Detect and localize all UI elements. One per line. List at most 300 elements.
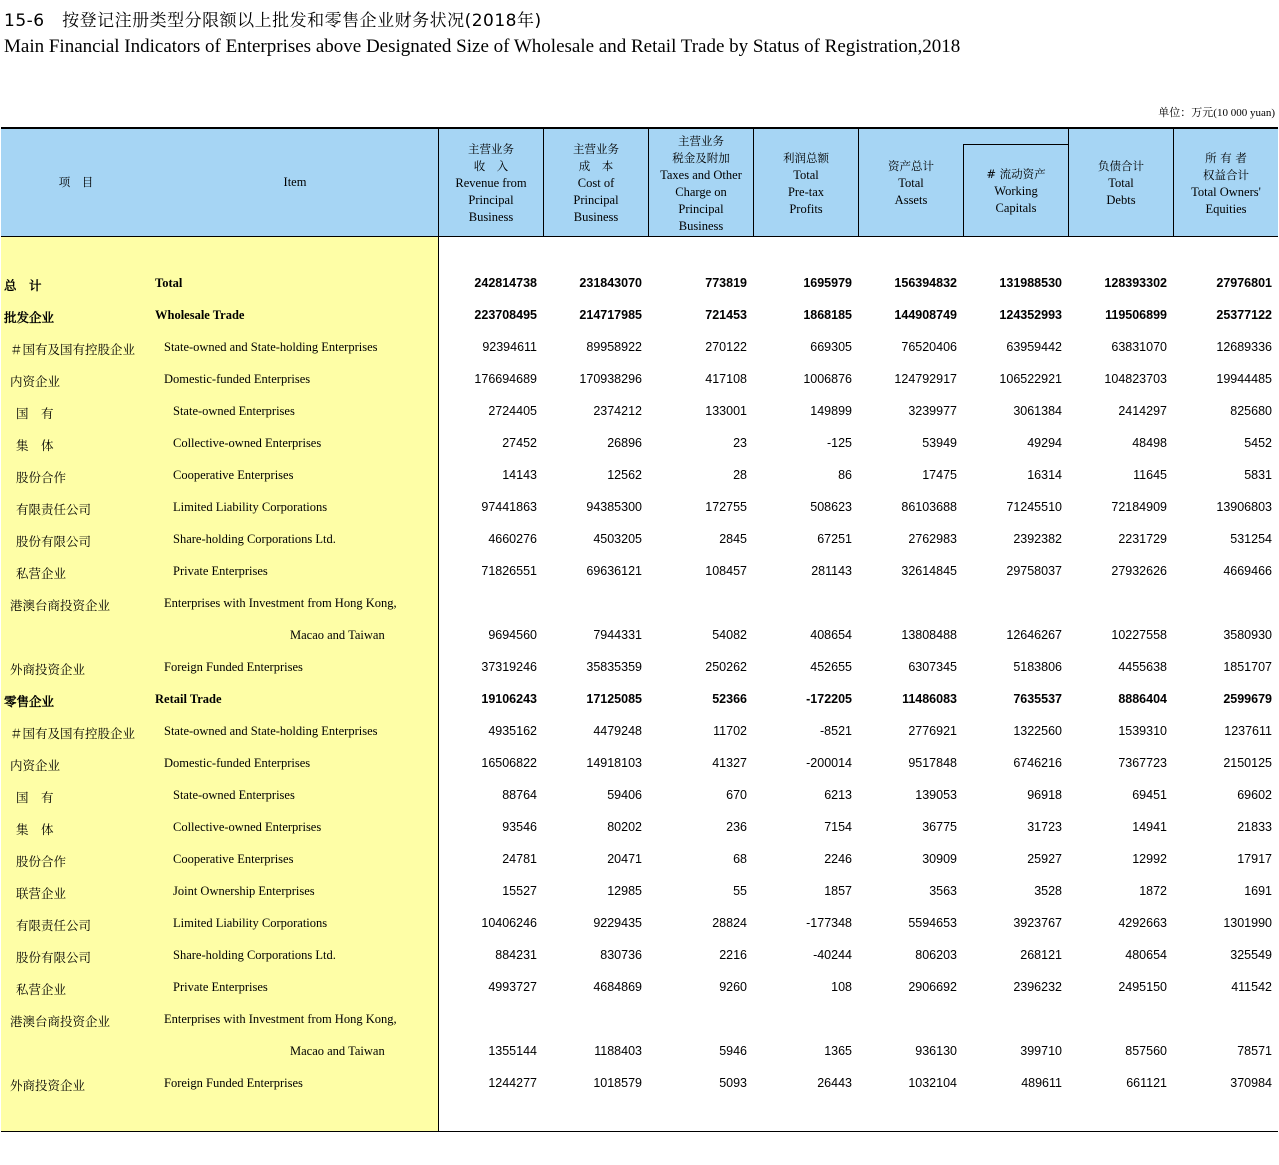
cell-value: 1355144	[488, 1044, 537, 1058]
cell-value: 223708495	[474, 308, 537, 322]
cell-value: 5946	[719, 1044, 747, 1058]
row-label-cn: 联营企业	[16, 886, 67, 901]
row-label-cn: 内资企业	[10, 374, 61, 389]
row-label-cn: ＃国有及国有控股企业	[10, 726, 136, 741]
row-label-cn: 私营企业	[16, 566, 67, 581]
row-label-en: State-owned and State-holding Enterprises	[164, 340, 378, 354]
header-label-en: Business	[573, 210, 619, 224]
page-title-chinese: 15-6 按登记注册类型分限额以上批发和零售企业财务状况(2018年)	[4, 11, 542, 31]
cell-value: 5452	[1244, 436, 1272, 450]
cell-value: 14918103	[586, 756, 642, 770]
header-label-en: Charge on	[675, 184, 727, 199]
cell-value: 399710	[1020, 1044, 1062, 1058]
cell-value: 3923767	[1013, 916, 1062, 930]
row-label-cn: 国 有	[16, 790, 54, 805]
cell-value: 5183806	[1013, 660, 1062, 674]
cell-value: 71826551	[481, 564, 537, 578]
cell-value: 28824	[712, 916, 747, 930]
cell-value: 9229435	[593, 916, 642, 930]
cell-value: 53949	[922, 436, 957, 450]
row-label-en: Share-holding Corporations Ltd.	[173, 532, 336, 546]
cell-value: 2414297	[1118, 404, 1167, 418]
header-column-divider	[648, 129, 649, 236]
cell-value: 106522921	[999, 372, 1062, 386]
header-column-5	[859, 158, 963, 209]
cell-value: 124792917	[894, 372, 957, 386]
cell-value: 4993727	[488, 980, 537, 994]
header-label-cn: 资产总计	[888, 159, 934, 173]
header-label-cn: 收 入	[473, 159, 509, 173]
cell-value: 884231	[495, 948, 537, 962]
table-row	[0, 428, 1279, 460]
cell-value: 23	[733, 436, 747, 450]
row-label-en: Joint Ownership Enterprises	[173, 884, 315, 898]
cell-value: 19944485	[1216, 372, 1272, 386]
cell-value: 5093	[719, 1076, 747, 1090]
cell-value: 7154	[824, 820, 852, 834]
cell-value: -177348	[806, 916, 852, 930]
cell-value: 149899	[810, 404, 852, 418]
header-label-en: Business	[468, 210, 514, 224]
header-label-en: Capitals	[995, 201, 1037, 215]
header-bottom-rule	[1, 236, 1278, 237]
cell-value: 4292663	[1118, 916, 1167, 930]
cell-value: 69636121	[586, 564, 642, 578]
row-label-cn: 总 计	[4, 278, 42, 293]
header-label-en: Taxes and Other	[660, 167, 742, 182]
cell-value: 3528	[1034, 884, 1062, 898]
cell-value: 281143	[811, 564, 852, 578]
cell-value: 63959442	[1006, 340, 1062, 354]
cell-value: 1691	[1244, 884, 1272, 898]
header-label-en: Total Owners'	[1191, 184, 1261, 199]
cell-value: 411542	[1231, 980, 1272, 994]
header-column-1	[439, 141, 543, 226]
cell-value: 24781	[502, 852, 537, 866]
header-label-en: Business	[678, 218, 724, 233]
unit-note-cn: 单位：万元	[1158, 106, 1214, 119]
cell-value: 124352993	[999, 308, 1062, 322]
row-label-en: Cooperative Enterprises	[173, 852, 294, 866]
cell-value: 480654	[1125, 948, 1167, 962]
cell-value: 29758037	[1006, 564, 1062, 578]
cell-value: 108457	[705, 564, 747, 578]
cell-value: 16314	[1027, 468, 1062, 482]
cell-value: 3580930	[1223, 628, 1272, 642]
cell-value: 20471	[607, 852, 642, 866]
cell-value: 68	[733, 852, 747, 866]
table-row	[0, 1068, 1279, 1100]
row-label-en: Collective-owned Enterprises	[173, 820, 322, 834]
header-label-cn: 税金及附加	[672, 150, 730, 165]
cell-value: 6746216	[1013, 756, 1062, 770]
table-row	[0, 780, 1279, 812]
row-label-cn: 有限责任公司	[16, 502, 92, 517]
cell-value: 1695979	[803, 276, 852, 290]
cell-value: 661121	[1126, 1076, 1167, 1090]
cell-value: 25927	[1027, 852, 1062, 866]
header-label-en: Equities	[1205, 201, 1247, 216]
header-label-cn: # 流动资产	[986, 167, 1046, 181]
header-label-en: Principal	[573, 193, 619, 207]
row-label-en: Retail Trade	[155, 692, 222, 706]
cell-value: 9694560	[488, 628, 537, 642]
cell-value: 14941	[1132, 820, 1167, 834]
cell-value: 2724405	[488, 404, 537, 418]
cell-value: 1237611	[1224, 724, 1272, 738]
unit-note	[1158, 104, 1275, 120]
row-label-en: Macao and Taiwan	[290, 1044, 385, 1058]
cell-value: 268121	[1020, 948, 1062, 962]
table-row	[0, 1036, 1279, 1068]
table-row	[0, 972, 1279, 1004]
header-column-8	[1174, 150, 1278, 218]
cell-value: 3563	[929, 884, 957, 898]
table-row	[0, 620, 1279, 652]
cell-value: 52366	[712, 692, 747, 706]
cell-value: 11645	[1133, 468, 1167, 482]
header-label-cn: 所 有 者	[1205, 150, 1247, 165]
header-column-7	[1069, 158, 1173, 209]
cell-value: -200014	[806, 756, 852, 770]
cell-value: 13906803	[1216, 500, 1272, 514]
cell-value: 119506899	[1105, 308, 1167, 322]
cell-value: 108	[831, 980, 852, 994]
row-label-en: Enterprises with Investment from Hong Kong,	[164, 596, 397, 610]
cell-value: 2495150	[1118, 980, 1167, 994]
header-label-cn: 主营业务	[468, 142, 514, 156]
cell-value: 1868185	[803, 308, 852, 322]
header-label-cn: 权益合计	[1203, 167, 1249, 182]
cell-value: 7635537	[1013, 692, 1062, 706]
cell-value: 59406	[607, 788, 642, 802]
cell-value: 104823703	[1104, 372, 1167, 386]
cell-value: 94385300	[586, 500, 642, 514]
row-label-en: Limited Liability Corporations	[173, 916, 328, 930]
table-row	[0, 812, 1279, 844]
cell-value: 4935162	[488, 724, 537, 738]
row-label-en: Total	[155, 276, 183, 290]
row-label-en: State-owned Enterprises	[173, 788, 295, 802]
cell-value: 2150125	[1223, 756, 1272, 770]
cell-value: 214717985	[579, 308, 642, 322]
cell-value: 11486083	[902, 692, 957, 706]
header-column-2	[544, 141, 648, 226]
row-label-cn: 外商投资企业	[10, 662, 86, 677]
row-label-en: Macao and Taiwan	[290, 628, 385, 642]
cell-value: 236	[726, 820, 747, 834]
cell-value: 408654	[810, 628, 852, 642]
cell-value: 2231729	[1118, 532, 1167, 546]
cell-value: 2762983	[908, 532, 957, 546]
table-row	[0, 844, 1279, 876]
cell-value: 6213	[824, 788, 852, 802]
header-label-cn: 成 本	[578, 159, 614, 173]
table-row	[0, 1004, 1279, 1036]
cell-value: 172755	[705, 500, 747, 514]
row-label-cn: 零售企业	[4, 694, 55, 709]
cell-value: -125	[826, 436, 852, 450]
table-row	[0, 268, 1279, 300]
cell-value: 131988530	[999, 276, 1062, 290]
header-column-3	[649, 133, 753, 235]
cell-value: 2392382	[1013, 532, 1062, 546]
cell-value: 1322560	[1013, 724, 1062, 738]
row-label-en: Private Enterprises	[173, 980, 268, 994]
cell-value: 21833	[1237, 820, 1272, 834]
row-label-cn: 港澳台商投资企业	[10, 1014, 111, 1029]
cell-value: 9260	[719, 980, 747, 994]
row-label-en: Cooperative Enterprises	[173, 468, 294, 482]
cell-value: 1851707	[1223, 660, 1272, 674]
table-row	[0, 716, 1279, 748]
row-label-en: Private Enterprises	[173, 564, 268, 578]
cell-value: 67251	[817, 532, 852, 546]
header-label-en: Principal	[678, 201, 724, 216]
cell-value: 76520406	[901, 340, 957, 354]
cell-value: 12985	[607, 884, 642, 898]
cell-value: 92394611	[482, 340, 537, 354]
row-label-en: Share-holding Corporations Ltd.	[173, 948, 336, 962]
cell-value: 370984	[1230, 1076, 1272, 1090]
cell-value: 16506822	[481, 756, 537, 770]
table-row	[0, 652, 1279, 684]
header-column-divider	[438, 129, 439, 1131]
cell-value: 17917	[1237, 852, 1272, 866]
cell-value: 128393302	[1104, 276, 1167, 290]
cell-value: 63831070	[1111, 340, 1167, 354]
cell-value: 156394832	[894, 276, 957, 290]
cell-value: 4684869	[593, 980, 642, 994]
cell-value: 1032104	[908, 1076, 957, 1090]
cell-value: 69451	[1132, 788, 1167, 802]
cell-value: 35835359	[586, 660, 642, 674]
cell-value: 2776921	[908, 724, 957, 738]
table-row	[0, 332, 1279, 364]
cell-value: 4669466	[1223, 564, 1272, 578]
table-row	[0, 684, 1279, 716]
table-row	[0, 524, 1279, 556]
row-label-cn: 股份合作	[16, 470, 67, 485]
cell-value: 2906692	[908, 980, 957, 994]
cell-value: 721453	[705, 308, 747, 322]
row-label-cn: 批发企业	[4, 310, 55, 325]
cell-value: 857560	[1125, 1044, 1167, 1058]
row-label-cn: 有限责任公司	[16, 918, 92, 933]
header-column-divider	[543, 129, 544, 236]
cell-value: 25377122	[1216, 308, 1272, 322]
cell-value: 17475	[922, 468, 957, 482]
header-label-en: Total	[898, 176, 924, 190]
cell-value: 531254	[1230, 532, 1272, 546]
cell-value: 12992	[1132, 852, 1167, 866]
cell-value: 72184909	[1111, 500, 1167, 514]
cell-value: 417108	[705, 372, 747, 386]
cell-value: 15527	[502, 884, 537, 898]
row-label-en: State-owned Enterprises	[173, 404, 295, 418]
cell-value: 88764	[502, 788, 537, 802]
cell-value: 176694689	[474, 372, 537, 386]
header-label-en: Principal	[468, 193, 514, 207]
cell-value: 4660276	[488, 532, 537, 546]
table-row	[0, 396, 1279, 428]
row-label-cn: 集 体	[16, 822, 54, 837]
cell-value: 12562	[607, 468, 642, 482]
cell-value: 86103688	[901, 500, 957, 514]
row-label-en: Enterprises with Investment from Hong Kong,	[164, 1012, 397, 1026]
cell-value: 32614845	[901, 564, 957, 578]
table-row	[0, 300, 1279, 332]
working-capital-sub-rule	[964, 144, 1068, 145]
cell-value: 1244277	[488, 1076, 537, 1090]
cell-value: 325549	[1230, 948, 1272, 962]
header-label-cn: 主营业务	[573, 142, 619, 156]
cell-value: 2374212	[593, 404, 642, 418]
cell-value: 13808488	[901, 628, 957, 642]
row-label-cn: 股份有限公司	[16, 950, 92, 965]
header-label-en: Assets	[894, 193, 928, 207]
cell-value: 49294	[1027, 436, 1062, 450]
table-bottom-rule	[1, 1131, 1278, 1132]
cell-value: 69602	[1237, 788, 1272, 802]
cell-value: 1188403	[594, 1044, 642, 1058]
row-label-en: Domestic-funded Enterprises	[164, 372, 311, 386]
cell-value: 250262	[705, 660, 747, 674]
cell-value: 170938296	[579, 372, 642, 386]
cell-value: 6307345	[908, 660, 957, 674]
header-column-6	[964, 166, 1068, 217]
table-row	[0, 588, 1279, 620]
header-label-en: Total	[793, 167, 819, 182]
cell-value: 11702	[713, 724, 747, 738]
cell-value: 2396232	[1013, 980, 1062, 994]
table-row	[0, 908, 1279, 940]
cell-value: 7367723	[1118, 756, 1167, 770]
cell-value: 830736	[600, 948, 642, 962]
header-label-en: Revenue from	[455, 176, 527, 190]
cell-value: 36775	[922, 820, 957, 834]
cell-value: 3239977	[908, 404, 957, 418]
header-column-4	[754, 150, 858, 218]
cell-value: 55	[733, 884, 747, 898]
cell-value: 242814738	[474, 276, 537, 290]
table-row	[0, 364, 1279, 396]
row-label-cn: 国 有	[16, 406, 54, 421]
cell-value: 9517848	[908, 756, 957, 770]
header-label-en: Profits	[789, 201, 823, 216]
cell-value: 3061384	[1013, 404, 1062, 418]
row-label-en: Domestic-funded Enterprises	[164, 756, 311, 770]
table-row	[0, 876, 1279, 908]
header-label-cn: 负债合计	[1098, 159, 1144, 173]
cell-value: 133001	[705, 404, 747, 418]
header-column-divider	[858, 129, 859, 236]
row-label-cn: 股份有限公司	[16, 534, 92, 549]
header-label-en: Total	[1108, 176, 1134, 190]
cell-value: 27932626	[1111, 564, 1167, 578]
cell-value: 12646267	[1006, 628, 1062, 642]
row-label-en: State-owned and State-holding Enterprises	[164, 724, 378, 738]
cell-value: 96918	[1027, 788, 1062, 802]
cell-value: 4479248	[593, 724, 642, 738]
cell-value: 144908749	[894, 308, 957, 322]
cell-value: 1301990	[1223, 916, 1272, 930]
cell-value: 670	[726, 788, 747, 802]
header-item-cn: 项 目	[58, 175, 94, 189]
cell-value: 2845	[719, 532, 747, 546]
cell-value: 14143	[502, 468, 537, 482]
row-label-cn: ＃国有及国有控股企业	[10, 342, 136, 357]
header-label-cn: 主营业务	[678, 133, 724, 148]
header-label-en: Cost of	[577, 176, 615, 190]
row-label-en: Wholesale Trade	[155, 308, 245, 322]
cell-value: 669305	[810, 340, 852, 354]
row-label-cn: 集 体	[16, 438, 54, 453]
cell-value: 37319246	[481, 660, 537, 674]
cell-value: 41327	[712, 756, 747, 770]
row-label-en: Collective-owned Enterprises	[173, 436, 322, 450]
header-column-divider	[1173, 129, 1174, 236]
page-title-english: Main Financial Indicators of Enterprises above Designated Size of Wholesale and Retail Trade by Status of Registration,2018	[4, 36, 961, 57]
cell-value: 26443	[817, 1076, 852, 1090]
row-label-cn: 港澳台商投资企业	[10, 598, 111, 613]
unit-note-en: (10 000 yuan)	[1213, 107, 1275, 119]
row-label-en: Limited Liability Corporations	[173, 500, 328, 514]
cell-value: 27976801	[1216, 276, 1272, 290]
cell-value: 26896	[607, 436, 642, 450]
row-label-en: Foreign Funded Enterprises	[164, 660, 303, 674]
row-label-cn: 股份合作	[16, 854, 67, 869]
cell-value: 27452	[502, 436, 537, 450]
cell-value: -172205	[806, 692, 852, 706]
cell-value: 1006876	[803, 372, 852, 386]
cell-value: 270122	[705, 340, 747, 354]
cell-value: 1018579	[593, 1076, 642, 1090]
header-label-en: Working	[994, 184, 1038, 198]
cell-value: 86	[838, 468, 852, 482]
cell-value: 773819	[705, 276, 747, 290]
row-label-cn: 外商投资企业	[10, 1078, 86, 1093]
table-row	[0, 556, 1279, 588]
cell-value: 8886404	[1118, 692, 1167, 706]
cell-value: 936130	[915, 1044, 957, 1058]
cell-value: 4503205	[593, 532, 642, 546]
cell-value: 31723	[1027, 820, 1062, 834]
cell-value: 10406246	[481, 916, 537, 930]
cell-value: 10227558	[1111, 628, 1167, 642]
table-row	[0, 460, 1279, 492]
cell-value: 489611	[1021, 1076, 1062, 1090]
header-column-divider	[963, 144, 964, 236]
cell-value: 1857	[824, 884, 852, 898]
cell-value: 19106243	[481, 692, 537, 706]
cell-value: 825680	[1230, 404, 1272, 418]
cell-value: 806203	[915, 948, 957, 962]
cell-value: 30909	[922, 852, 957, 866]
table-row	[0, 940, 1279, 972]
cell-value: 1872	[1139, 884, 1167, 898]
cell-value: 97441863	[481, 500, 537, 514]
cell-value: 5594653	[908, 916, 957, 930]
cell-value: 139053	[915, 788, 957, 802]
cell-value: 93546	[502, 820, 537, 834]
cell-value: 1365	[824, 1044, 852, 1058]
cell-value: 7944331	[593, 628, 642, 642]
cell-value: 4455638	[1118, 660, 1167, 674]
cell-value: 2216	[719, 948, 747, 962]
header-label-en: Pre-tax	[787, 184, 825, 199]
header-column-divider	[1068, 129, 1069, 236]
